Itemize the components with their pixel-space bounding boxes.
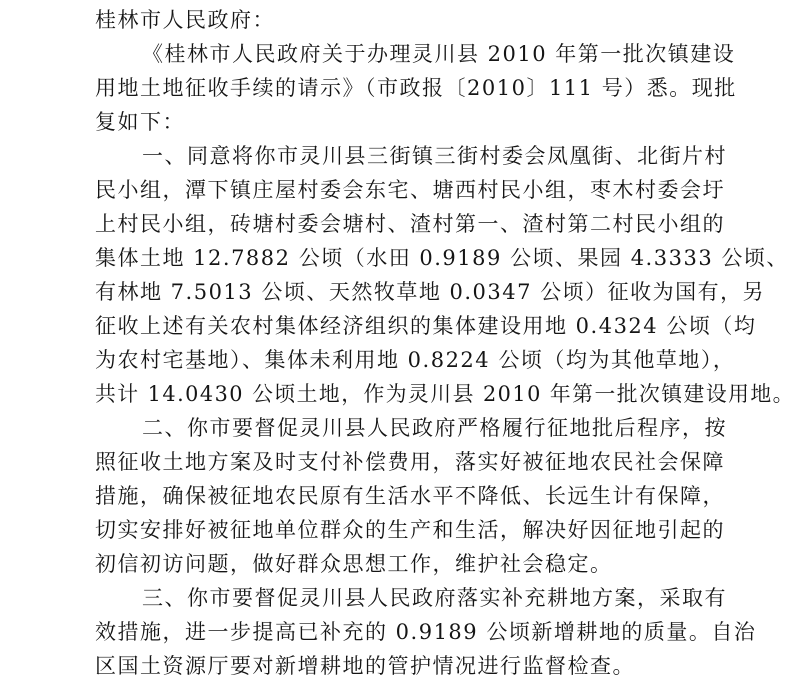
document-line: 用地土地征收手续的请示》（市政报〔2010〕111 号）悉。现批	[95, 76, 737, 100]
document-line: 桂林市人民政府：	[95, 8, 275, 32]
document-line: 一、同意将你市灵川县三街镇三街村委会凤凰街、北街片村	[142, 144, 727, 168]
document-line: 二、你市要督促灵川县人民政府严格履行征地批后程序，按	[142, 416, 727, 440]
document-line: 三、你市要督促灵川县人民政府落实补充耕地方案，采取有	[142, 586, 727, 610]
document-line: 初信初访问题，做好群众思想工作，维护社会稳定。	[95, 552, 613, 576]
document-line: 复如下：	[95, 110, 185, 134]
document-line: 效措施，进一步提高已补充的 0.9189 公顷新增耕地的质量。自治	[95, 620, 757, 644]
document-line: 民小组，潭下镇庄屋村委会东宅、塘西村民小组，枣木村委会圩	[95, 178, 725, 202]
document-line: 区国土资源厅要对新增耕地的管护情况进行监督检查。	[95, 654, 635, 678]
document-line: 征收上述有关农村集体经济组织的集体建设用地 0.4324 公顷（均	[95, 314, 757, 338]
document-line: 有林地 7.5013 公顷、天然牧草地 0.0347 公顷）征收为国有，另	[95, 280, 766, 304]
document-line: 上村民小组，砖塘村委会塘村、渣村第一、渣村第二村民小组的	[95, 212, 725, 236]
document-line: 切实安排好被征地单位群众的生产和生活，解决好因征地引起的	[95, 518, 725, 542]
document-line: 共计 14.0430 公顷土地，作为灵川县 2010 年第一批次镇建设用地。	[95, 382, 795, 406]
document-line: 照征收土地方案及时支付补偿费用，落实好被征地农民社会保障	[95, 450, 725, 474]
document-line: 《桂林市人民政府关于办理灵川县 2010 年第一批次镇建设	[142, 42, 736, 66]
document-line: 集体土地 12.7882 公顷（水田 0.9189 公顷、果园 4.3333 公顷、	[95, 246, 789, 270]
document-line: 为农村宅基地）、集体未利用地 0.8224 公顷（均为其他草地），	[95, 348, 736, 372]
document-line: 措施，确保被征地农民原有生活水平不降低、长远生计有保障，	[95, 484, 725, 508]
